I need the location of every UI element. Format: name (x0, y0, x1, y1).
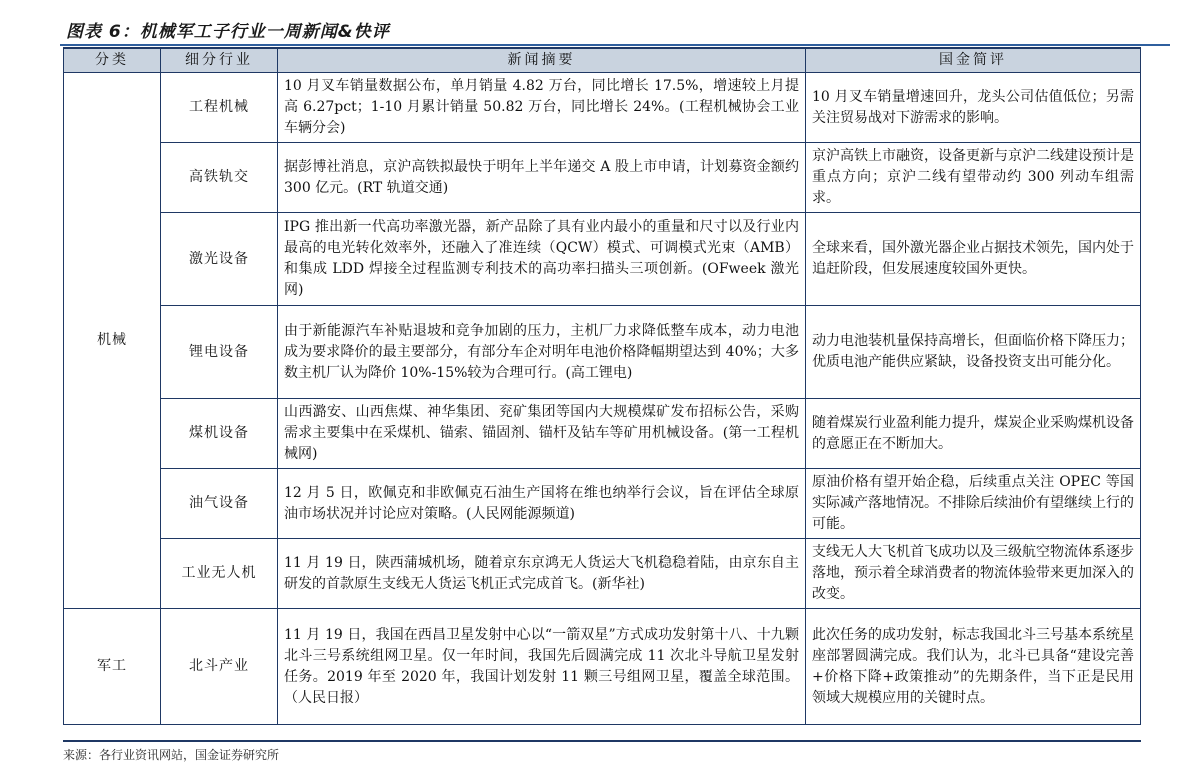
table-bottom-divider (63, 740, 1141, 742)
news-cell: 11 月 19 日，陕西蒲城机场，随着京东京鸿无人货运大飞机稳稳着陆，由京东自主研发的首款原生支线无人货运飞机正式完成首飞。(新华社) (278, 539, 806, 609)
table-row (64, 213, 1141, 306)
source-note: 来源：各行业资讯网站，国金证券研究所 (63, 748, 280, 762)
comment-cell: 支线无人大飞机首飞成功以及三级航空物流体系逐步落地，预示着全球消费者的物流体验带来更加深入的改变。 (806, 539, 1141, 609)
category-cell: 军工 (64, 609, 161, 725)
table-row (64, 539, 1141, 609)
header-comment: 国金简评 (806, 48, 1141, 73)
comment-cell: 此次任务的成功发射，标志我国北斗三号基本系统星座部署圆满完成。我们认为，北斗已具备“建设完善+价格下降+政策推动”的先期条件，当下正是民用领域大规模应用的关键时点。 (806, 609, 1141, 725)
table-row (64, 399, 1141, 469)
comment-cell: 动力电池装机量保持高增长，但面临价格下降压力；优质电池产能供应紧缺，设备投资支出可能分化。 (806, 306, 1141, 399)
header-news: 新闻摘要 (278, 48, 806, 73)
header-category: 分类 (64, 48, 161, 73)
comment-cell: 随着煤炭行业盈利能力提升，煤炭企业采购煤机设备的意愿正在不断加大。 (806, 399, 1141, 469)
comment-cell: 全球来看，国外激光器企业占据技术领先，国内处于追赶阶段，但发展速度较国外更快。 (806, 213, 1141, 306)
table-row (64, 609, 1141, 725)
news-cell: IPG 推出新一代高功率激光器，新产品除了具有业内最小的重量和尺寸以及行业内最高的电光转化效率外，还融入了准连续（QCW）模式、可调模式光束（AMB）和集成 LDD 焊接全过程监测专利技术的高功率扫描头三项创新。(OFweek 激光网) (278, 213, 806, 306)
category-cell: 机械 (64, 73, 161, 609)
figure-title: 图表 6：机械军工子行业一周新闻&快评 (66, 22, 390, 42)
header-subsector: 细分行业 (161, 48, 278, 73)
table-row (64, 143, 1141, 213)
title-divider (60, 44, 1170, 46)
news-cell: 10 月叉车销量数据公布，单月销量 4.82 万台，同比增长 17.5%，增速较上月提高 6.27pct；1-10 月累计销量 50.82 万台，同比增长 24%。(工程机械协会工业车辆分会) (278, 73, 806, 143)
table-row (64, 306, 1141, 399)
news-table (63, 47, 1141, 725)
subsector-cell: 油气设备 (161, 469, 278, 539)
subsector-cell: 工程机械 (161, 73, 278, 143)
news-cell: 由于新能源汽车补贴退坡和竞争加剧的压力，主机厂力求降低整车成本，动力电池成为要求降价的最主要部分，有部分车企对明年电池价格降幅期望达到 40%；大多数主机厂认为降价 10%-15%较为合理可行。(高工锂电) (278, 306, 806, 399)
subsector-cell: 锂电设备 (161, 306, 278, 399)
table-row (64, 73, 1141, 143)
subsector-cell: 激光设备 (161, 213, 278, 306)
news-cell: 据彭博社消息，京沪高铁拟最快于明年上半年递交 A 股上市申请，计划募资金额约 300 亿元。(RT 轨道交通) (278, 143, 806, 213)
comment-cell: 10 月叉车销量增速回升，龙头公司估值低位；另需关注贸易战对下游需求的影响。 (806, 73, 1141, 143)
subsector-cell: 北斗产业 (161, 609, 278, 725)
comment-cell: 原油价格有望开始企稳，后续重点关注 OPEC 等国实际减产落地情况。不排除后续油价有望继续上行的可能。 (806, 469, 1141, 539)
table-header-row (64, 48, 1141, 73)
subsector-cell: 工业无人机 (161, 539, 278, 609)
subsector-cell: 高铁轨交 (161, 143, 278, 213)
news-cell: 12 月 5 日，欧佩克和非欧佩克石油生产国将在维也纳举行会议，旨在评估全球原油市场状况并讨论应对策略。(人民网能源频道) (278, 469, 806, 539)
news-cell: 山西潞安、山西焦煤、神华集团、兖矿集团等国内大规模煤矿发布招标公告，采购需求主要集中在采煤机、锚索、锚固剂、锚杆及钻车等矿用机械设备。(第一工程机械网) (278, 399, 806, 469)
news-cell: 11 月 19 日，我国在西昌卫星发射中心以“一箭双星”方式成功发射第十八、十九颗北斗三号系统组网卫星。仅一年时间，我国先后圆满完成 11 次北斗导航卫星发射任务。2019 年至 2020 年，我国计划发射 11 颗三号组网卫星，覆盖全球范围。（人民日报） (278, 609, 806, 725)
table-row (64, 469, 1141, 539)
comment-cell: 京沪高铁上市融资，设备更新与京沪二线建设预计是重点方向；京沪二线有望带动约 300 列动车组需求。 (806, 143, 1141, 213)
subsector-cell: 煤机设备 (161, 399, 278, 469)
